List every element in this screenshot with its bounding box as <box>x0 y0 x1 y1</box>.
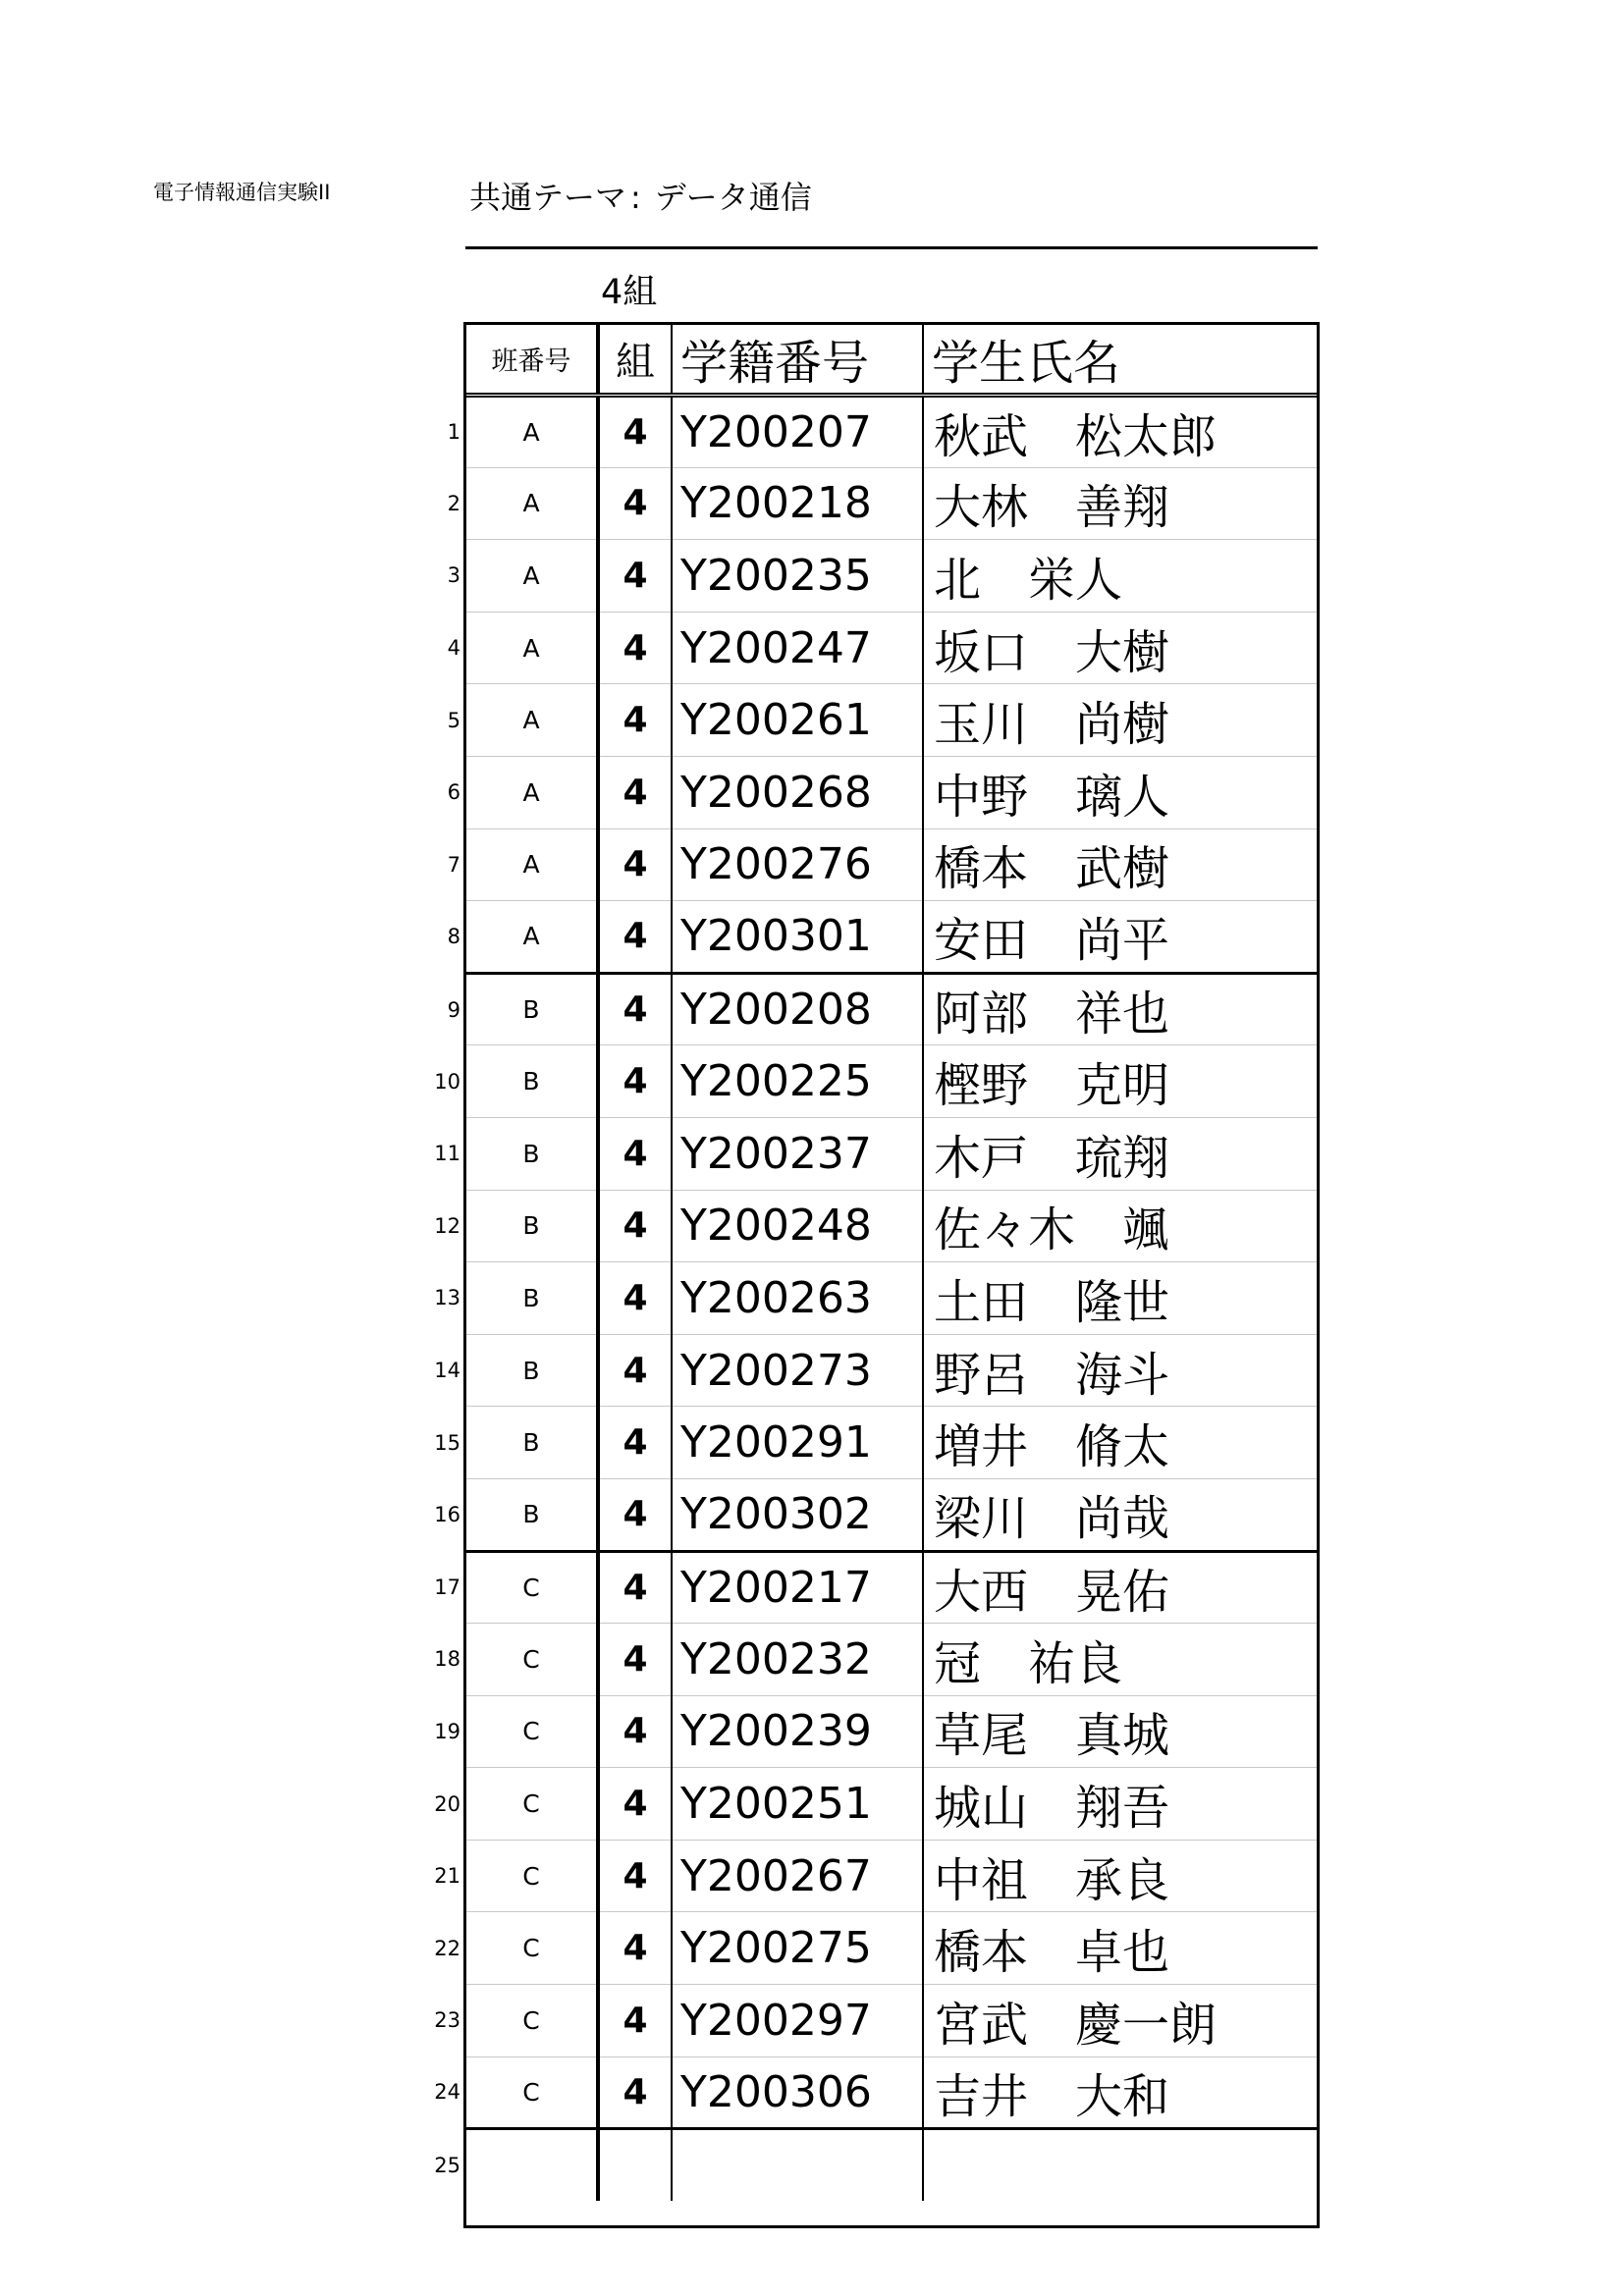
table-row <box>466 2129 1317 2202</box>
student-name-cell <box>923 2129 1317 2202</box>
column-header-student-id: 学籍番号 <box>672 325 923 396</box>
han-cell <box>434 1262 598 1335</box>
theme-line <box>469 173 812 218</box>
han-value: C <box>522 2077 540 2107</box>
student-id-cell: Y200267 <box>672 1840 923 1912</box>
han-value: B <box>522 1067 540 1096</box>
student-id-cell: Y200291 <box>672 1407 923 1479</box>
student-name-cell: 秋武 松太郎 <box>923 396 1317 468</box>
han-value: B <box>522 1139 540 1168</box>
row-number: 22 <box>434 1936 460 1960</box>
table-row <box>466 1190 1317 1262</box>
han-value: A <box>522 922 540 951</box>
student-name-cell: 大西 晃佑 <box>923 1551 1317 1624</box>
han-cell <box>447 901 598 974</box>
student-id-cell: Y200275 <box>672 1912 923 1985</box>
kumi-cell: 4 <box>598 612 672 684</box>
kumi-cell: 4 <box>598 1117 672 1190</box>
han-cell <box>447 756 598 828</box>
kumi-cell: 4 <box>598 1190 672 1262</box>
kumi-cell: 4 <box>598 684 672 757</box>
han-cell <box>434 1478 598 1551</box>
student-name-cell: 吉井 大和 <box>923 2056 1317 2129</box>
course-title: 電子情報通信実験II <box>153 181 331 204</box>
han-value: C <box>522 2005 540 2035</box>
kumi-cell: 4 <box>598 1407 672 1479</box>
student-id-cell: Y200218 <box>672 467 923 540</box>
student-id-cell: Y200247 <box>672 612 923 684</box>
han-cell <box>434 1912 598 1985</box>
theme-label: 共通テーマ <box>469 179 627 216</box>
han-cell <box>434 1624 598 1696</box>
table-row <box>466 1407 1317 1479</box>
student-id-cell: Y200235 <box>672 540 923 613</box>
kumi-cell: 4 <box>598 1695 672 1768</box>
table-row <box>466 396 1317 468</box>
row-number: 19 <box>434 1719 460 1743</box>
student-id-cell: Y200273 <box>672 1334 923 1407</box>
han-value: C <box>522 1717 540 1746</box>
kumi-cell: 4 <box>598 1840 672 1912</box>
student-id-cell: Y200276 <box>672 828 923 901</box>
han-cell <box>434 1190 598 1262</box>
kumi-cell: 4 <box>598 1478 672 1551</box>
han-cell <box>447 684 598 757</box>
han-cell <box>447 612 598 684</box>
theme-separator: : <box>630 179 641 216</box>
table-row <box>466 1551 1317 1624</box>
group-title: 4組 <box>601 273 658 312</box>
han-value: B <box>522 1428 540 1458</box>
han-value: B <box>522 1283 540 1312</box>
student-name-cell: 中野 璃人 <box>923 756 1317 828</box>
kumi-cell: 4 <box>598 828 672 901</box>
student-id-cell: Y200239 <box>672 1695 923 1768</box>
student-name-cell: 城山 翔吾 <box>923 1768 1317 1841</box>
row-number: 11 <box>434 1142 460 1166</box>
column-header-han: 班番号 <box>466 325 598 396</box>
student-name-cell: 中祖 承良 <box>923 1840 1317 1912</box>
table-row <box>466 756 1317 828</box>
han-value: C <box>522 1861 540 1891</box>
theme-value: データ通信 <box>654 179 812 216</box>
kumi-cell: 4 <box>598 1768 672 1841</box>
student-id-cell: Y200268 <box>672 756 923 828</box>
student-name-cell: 坂口 大樹 <box>923 612 1317 684</box>
row-number: 8 <box>447 924 460 948</box>
student-name-cell: 阿部 祥也 <box>923 973 1317 1045</box>
student-id-cell: Y200301 <box>672 901 923 974</box>
row-number: 6 <box>447 780 460 805</box>
row-number: 10 <box>434 1069 460 1094</box>
han-cell <box>434 1695 598 1768</box>
student-name-cell: 梁川 尚哉 <box>923 1478 1317 1551</box>
han-value: C <box>522 1789 540 1819</box>
han-value: A <box>522 417 540 447</box>
han-cell <box>434 1985 598 2057</box>
han-value: C <box>522 1573 540 1602</box>
kumi-cell: 4 <box>598 973 672 1045</box>
column-header-student-name: 学生氏名 <box>923 325 1317 396</box>
table-row <box>466 1695 1317 1768</box>
kumi-cell: 4 <box>598 756 672 828</box>
row-number: 23 <box>434 2008 460 2033</box>
student-id-cell <box>672 2129 923 2202</box>
han-cell <box>434 1334 598 1407</box>
student-name-cell: 橋本 卓也 <box>923 1912 1317 1985</box>
table-row <box>466 1912 1317 1985</box>
student-name-cell: 土田 隆世 <box>923 1262 1317 1335</box>
student-id-cell: Y200306 <box>672 2056 923 2129</box>
student-name-cell: 草尾 真城 <box>923 1695 1317 1768</box>
kumi-cell: 4 <box>598 1551 672 1624</box>
student-id-cell: Y200251 <box>672 1768 923 1841</box>
student-name-cell: 冠 祐良 <box>923 1624 1317 1696</box>
row-number: 15 <box>434 1430 460 1455</box>
han-cell <box>447 467 598 540</box>
han-value: A <box>522 561 540 590</box>
han-cell <box>447 828 598 901</box>
student-name-cell: 大林 善翔 <box>923 467 1317 540</box>
table-row <box>466 973 1317 1045</box>
kumi-cell: 4 <box>598 1624 672 1696</box>
student-id-cell: Y200217 <box>672 1551 923 1624</box>
row-number: 4 <box>447 636 460 661</box>
han-value: A <box>522 777 540 807</box>
row-number: 21 <box>434 1864 460 1889</box>
row-number: 24 <box>434 2080 460 2105</box>
student-id-cell: Y200207 <box>672 396 923 468</box>
han-value: A <box>522 706 540 735</box>
han-value: C <box>522 1644 540 1674</box>
table-row <box>466 828 1317 901</box>
row-number: 1 <box>447 420 460 445</box>
student-id-cell: Y200297 <box>672 1985 923 2057</box>
han-value: A <box>522 489 540 518</box>
student-roster-table <box>434 322 1320 2228</box>
student-id-cell: Y200232 <box>672 1624 923 1696</box>
row-number: 9 <box>447 997 460 1022</box>
table-row <box>466 1334 1317 1407</box>
header-row <box>466 325 1317 396</box>
table-row <box>466 1045 1317 1118</box>
han-cell <box>434 1840 598 1912</box>
student-id-cell: Y200263 <box>672 1262 923 1335</box>
table-row <box>466 467 1317 540</box>
han-cell <box>434 1407 598 1479</box>
student-name-cell: 樫野 克明 <box>923 1045 1317 1118</box>
roster-body <box>434 396 1317 2202</box>
han-cell <box>447 973 598 1045</box>
table-row <box>466 1478 1317 1551</box>
han-cell <box>447 540 598 613</box>
han-value: A <box>522 850 540 880</box>
row-number: 17 <box>434 1575 460 1600</box>
kumi-cell: 4 <box>598 1334 672 1407</box>
row-number: 5 <box>447 708 460 732</box>
row-number: 16 <box>434 1502 460 1526</box>
table-row <box>466 1117 1317 1190</box>
student-name-cell: 野呂 海斗 <box>923 1334 1317 1407</box>
student-id-cell: Y200261 <box>672 684 923 757</box>
row-number: 25 <box>434 2154 460 2178</box>
han-value: B <box>522 1211 540 1241</box>
han-cell <box>447 396 598 468</box>
kumi-cell: 4 <box>598 1985 672 2057</box>
table-row <box>466 2056 1317 2129</box>
column-header-kumi: 組 <box>598 325 672 396</box>
han-cell <box>434 2056 598 2129</box>
kumi-cell: 4 <box>598 396 672 468</box>
table-row <box>466 684 1317 757</box>
row-number: 12 <box>434 1213 460 1238</box>
row-number: 3 <box>447 563 460 588</box>
table-row <box>466 1840 1317 1912</box>
student-name-cell: 増井 脩太 <box>923 1407 1317 1479</box>
row-number: 2 <box>447 491 460 515</box>
student-name-cell: 橋本 武樹 <box>923 828 1317 901</box>
roster-grid <box>434 325 1317 2201</box>
han-cell <box>434 1551 598 1624</box>
row-number: 18 <box>434 1647 460 1672</box>
student-name-cell: 木戸 琉翔 <box>923 1117 1317 1190</box>
kumi-cell: 4 <box>598 2056 672 2129</box>
student-id-cell: Y200208 <box>672 973 923 1045</box>
row-number: 14 <box>434 1359 460 1383</box>
student-id-cell: Y200302 <box>672 1478 923 1551</box>
table-row <box>466 1262 1317 1335</box>
table-row <box>466 540 1317 613</box>
han-value: B <box>522 1356 540 1385</box>
han-cell <box>434 2129 598 2202</box>
han-value: B <box>522 1500 540 1529</box>
kumi-cell: 4 <box>598 1045 672 1118</box>
student-name-cell: 玉川 尚樹 <box>923 684 1317 757</box>
header-rule <box>465 246 1318 249</box>
table-row <box>466 1768 1317 1841</box>
kumi-cell: 4 <box>598 467 672 540</box>
kumi-cell <box>598 2129 672 2202</box>
kumi-cell: 4 <box>598 540 672 613</box>
kumi-cell: 4 <box>598 1262 672 1335</box>
student-name-cell: 佐々木 颯 <box>923 1190 1317 1262</box>
han-value: B <box>522 995 540 1025</box>
row-number: 7 <box>447 852 460 877</box>
table-row <box>466 1985 1317 2057</box>
han-cell <box>434 1045 598 1118</box>
kumi-cell: 4 <box>598 1912 672 1985</box>
row-number: 20 <box>434 1791 460 1816</box>
kumi-cell: 4 <box>598 901 672 974</box>
han-value: A <box>522 633 540 663</box>
table-row <box>466 901 1317 974</box>
student-id-cell: Y200237 <box>672 1117 923 1190</box>
han-value: C <box>522 1934 540 1963</box>
han-cell <box>434 1117 598 1190</box>
student-name-cell: 北 栄人 <box>923 540 1317 613</box>
student-name-cell: 宮武 慶一朗 <box>923 1985 1317 2057</box>
han-cell <box>434 1768 598 1841</box>
student-id-cell: Y200225 <box>672 1045 923 1118</box>
table-row <box>466 1624 1317 1696</box>
student-id-cell: Y200248 <box>672 1190 923 1262</box>
table-row <box>466 612 1317 684</box>
row-number: 13 <box>434 1286 460 1310</box>
student-name-cell: 安田 尚平 <box>923 901 1317 974</box>
